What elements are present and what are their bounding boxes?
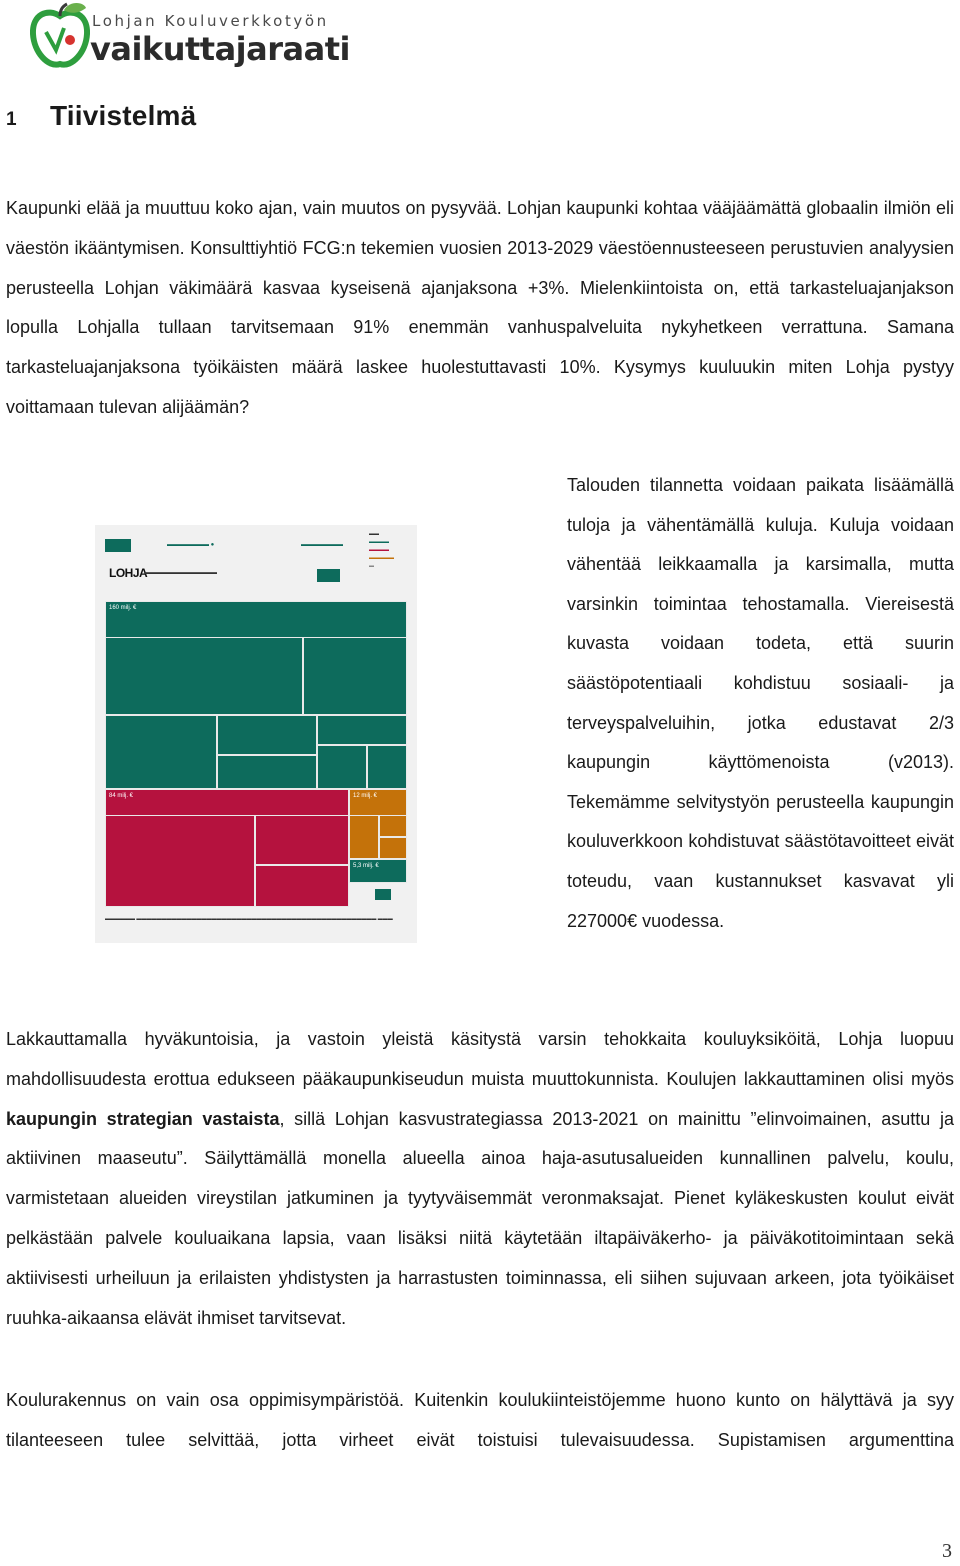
treemap-cell <box>217 715 317 755</box>
figure-subtitle: ▬▬▬▬▬▬▬▬▬▬▬▬ <box>145 570 217 576</box>
treemap-spacer <box>349 883 407 907</box>
legend-item: ▬▬▬▬ <box>369 539 389 545</box>
treemap-caption: 84 milj. € <box>109 793 134 799</box>
logo <box>30 2 360 72</box>
legend-item: ▬▬▬▬▬ <box>369 555 394 561</box>
treemap-cell <box>105 637 303 715</box>
treemap-figure <box>95 525 417 943</box>
treemap-cell <box>105 815 255 907</box>
figure-tab: ▬▬▬▬▬▬▬ <box>301 542 343 548</box>
figure-logo: LOHJA <box>109 566 148 580</box>
apple-logo-icon <box>30 2 90 70</box>
paragraph-text: Lakkauttamalla hyväkuntoisia, ja vastoin yleistä käsitystä varsin tehokkaita kouluyksiköitä, Lohja luopuu mahdollisuudesta erottua edukseen pääkaupunkiseudun muista muuttokunnista. Koulujen lakkauttaminen olisi myös <box>6 1029 954 1089</box>
paragraph-side: Talouden tilannetta voidaan paikata lisäämällä tuloja ja vähentämällä kuluja. Kuluja voidaan vähentää leikkaamalla ja karsimalla, mutta varsinkin toimintaa tehostamalla. Viereisestä kuvasta voidaan todeta, että suurin säästöpotentiaali kohdistuu sosiaali- ja terveyspalveluihin, jotka edustavat 2/3 kaupungin käyttömenoista (v2013). Tekemämme selvitystyön perusteella kaupungin kouluverkkoon kohdistuvat säästötavoitteet eivät toteudu, vaan kustannukset kasvavat yli 227000€ vuodessa. <box>567 475 954 931</box>
treemap-cell <box>217 755 317 789</box>
treemap-caption: 160 milj. € <box>109 605 137 611</box>
treemap-cell <box>367 745 407 789</box>
paragraph-intro: Kaupunki elää ja muuttuu koko ajan, vain muutos on pysyvää. Lohjan kaupunki kohtaa vääjäämättä globaalin ilmiön eli väestön ikääntymisen. Konsulttiyhtiö FCG:n tekemien vuosien 2013-2029 väestöennusteeseen perustuvien analyysien perusteella Lohjan väkimäärä kasvaa kyseisenä ajanjaksona +3%. Mielenkiintoista on, että tarkasteluajanjakson lopulla Lohjalla tullaan tarvitsemaan 91% enemmän vanhuspalveluita nykyhetkeen verrattuna. Samana tarkasteluajanjaksona työikäisten määrä laskee huolestuttavasti 10%. Kysymys kuuluukin miten Lohja pystyy voittamaan tulevan alijäämän? <box>6 198 954 417</box>
figure-badge <box>375 889 391 900</box>
treemap-cell <box>349 815 379 859</box>
treemap-cell <box>303 637 407 715</box>
figure-tab: ▬▬▬▬▬▬▬ ● <box>167 542 215 548</box>
paragraph-text: , sillä Lohjan kasvustrategiassa 2013-2021 on mainittu ”elinvoimainen, asuttu ja aktiivinen maaseutu”. Säilyttämällä monella alueella ainoa haja-asutusalueiden kunnallinen palvelu, koulu, varmistetaan alueiden vireystilan jatkuminen ja tyytyväisemmät veronmaksajat. Pienet kyläkeskusten koulut eivät pelkästään palvele kouluaikana lapsia, vaan lisäksi niitä käytetään iltapäiväkerho- ja päiväkotitoimintaan sekä aktiivisesti urheiluun ja erilaisten yhdistysten ja harrastusten toiminnassa, eli siihen sujuvaan arkeen, jota työikäiset ruuhka-aikaansa elävät ihmiset tarvitsevat. <box>6 1108 955 1328</box>
treemap-cell <box>105 715 217 789</box>
figure-button <box>317 569 340 582</box>
treemap-caption: 12 milj. € <box>353 793 378 799</box>
figure-badge <box>105 539 131 552</box>
treemap-cell <box>379 815 407 837</box>
page-number: 3 <box>942 1540 952 1562</box>
treemap-cell <box>317 745 367 789</box>
legend-title: ▬▬ <box>369 531 379 537</box>
paragraph-building: Koulurakennus on vain osa oppimisympäristöä. Kuitenkin koulukiinteistöjemme huono kunto on hälyttävä ja syy tilanteeseen tulee selvittää, jotta virheet eivät toistuisi tulevaisuudessa. Supistamisen argumenttina <box>6 1390 954 1450</box>
treemap-caption: 5,3 milj. € <box>353 863 379 869</box>
treemap-cell <box>317 715 407 745</box>
paragraph-schools <box>6 1020 954 1338</box>
treemap-cell <box>379 837 407 859</box>
logo-title: vaikuttajaraati <box>90 30 350 68</box>
treemap-cell <box>255 815 349 865</box>
section-number: 1 <box>6 109 17 130</box>
treemap-cell <box>255 865 349 907</box>
section-heading <box>6 100 196 136</box>
figure-footnote: ▬▬▬▬▬▬ ▬▬▬▬▬▬▬▬▬▬▬▬▬▬▬▬▬▬▬▬▬▬▬▬▬▬▬▬▬▬▬▬▬▬▬▬▬▬▬▬▬▬▬▬▬▬▬▬ ▬▬▬ <box>105 916 393 922</box>
section-title: Tiivistelmä <box>50 100 197 131</box>
legend-item: ▬▬▬▬ <box>369 547 389 553</box>
paragraph-emphasis: kaupungin strategian vastaista <box>6 1108 280 1129</box>
treemap-block-small <box>349 859 407 883</box>
legend-item: ▬ <box>369 563 374 569</box>
logo-subtitle: Lohjan Kouluverkkotyön <box>92 12 329 30</box>
